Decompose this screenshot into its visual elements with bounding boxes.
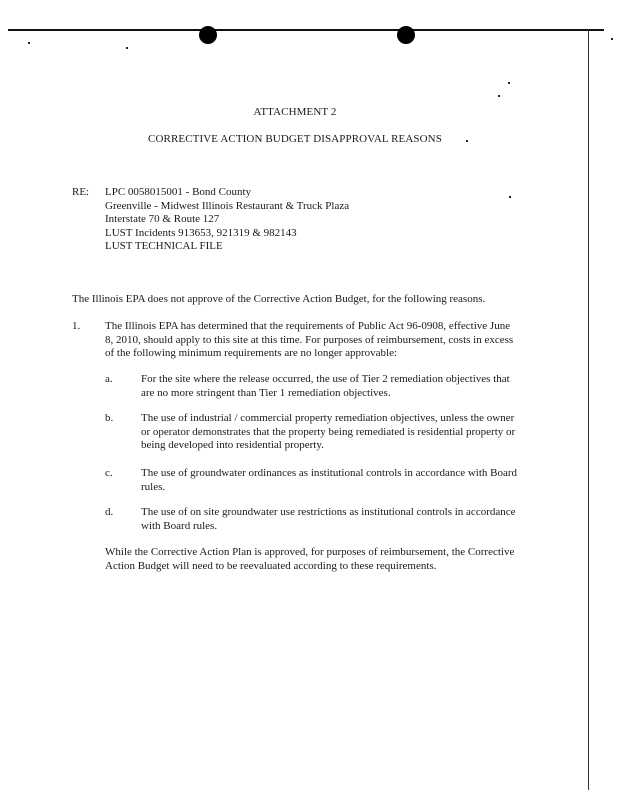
scan-edge-top: [8, 29, 604, 31]
attachment-title: ATTACHMENT 2: [253, 106, 337, 118]
scan-speck: [126, 47, 128, 49]
subitem-text: The use of industrial / commercial property remediation objectives, unless the owner or operator demonstrates that the property being remediated is residential property or being developed into residential property.: [141, 412, 516, 451]
intro-paragraph: The Illinois EPA does not approve of the Corrective Action Budget, for the following reasons.: [72, 293, 486, 305]
document-subtitle: CORRECTIVE ACTION BUDGET DISAPPROVAL REASONS: [148, 133, 442, 145]
subitem-letter: c.: [105, 467, 113, 479]
punch-hole-left: [199, 26, 217, 44]
scan-speck: [509, 196, 511, 198]
re-line-file: LUST TECHNICAL FILE: [105, 240, 223, 252]
item-number: 1.: [72, 320, 81, 332]
subitem-text: The use of groundwater ordinances as institutional controls in accordance with Board rules.: [141, 467, 518, 493]
scan-speck: [611, 38, 613, 40]
subitem-text: For the site where the release occurred, the use of Tier 2 remediation objectives that are no more stringent than Tier 1 remediation objectives.: [141, 373, 510, 399]
subitem-letter: a.: [105, 373, 113, 385]
punch-hole-right: [397, 26, 415, 44]
re-line-lpc: LPC 0058015001 - Bond County: [105, 186, 252, 198]
scan-speck: [508, 82, 510, 84]
scan-speck: [498, 95, 500, 97]
re-line-location: Interstate 70 & Route 127: [105, 213, 220, 225]
item-text: The Illinois EPA has determined that the requirements of Public Act 96-0908, effective June 8, 2010, should apply to this site at this time. For purposes of reimbursement, costs in excess of the following minimum requirements are no longer approvable:: [105, 320, 514, 359]
re-line-site: Greenville - Midwest Illinois Restaurant & Truck Plaza: [105, 199, 350, 212]
re-block: [105, 186, 349, 254]
re-label: RE:: [72, 186, 90, 198]
subitem-text: The use of on site groundwater use restrictions as institutional controls in accordance with Board rules.: [141, 506, 516, 532]
re-line-incidents: LUST Incidents 913653, 921319 & 982143: [105, 226, 297, 239]
scan-speck: [28, 42, 30, 44]
subitem-letter: b.: [105, 412, 114, 424]
closing-paragraph: While the Corrective Action Plan is approved, for purposes of reimbursement, the Corrective Action Budget will need to be reevaluated according to these requirements.: [105, 546, 515, 572]
subitem-letter: d.: [105, 506, 114, 518]
